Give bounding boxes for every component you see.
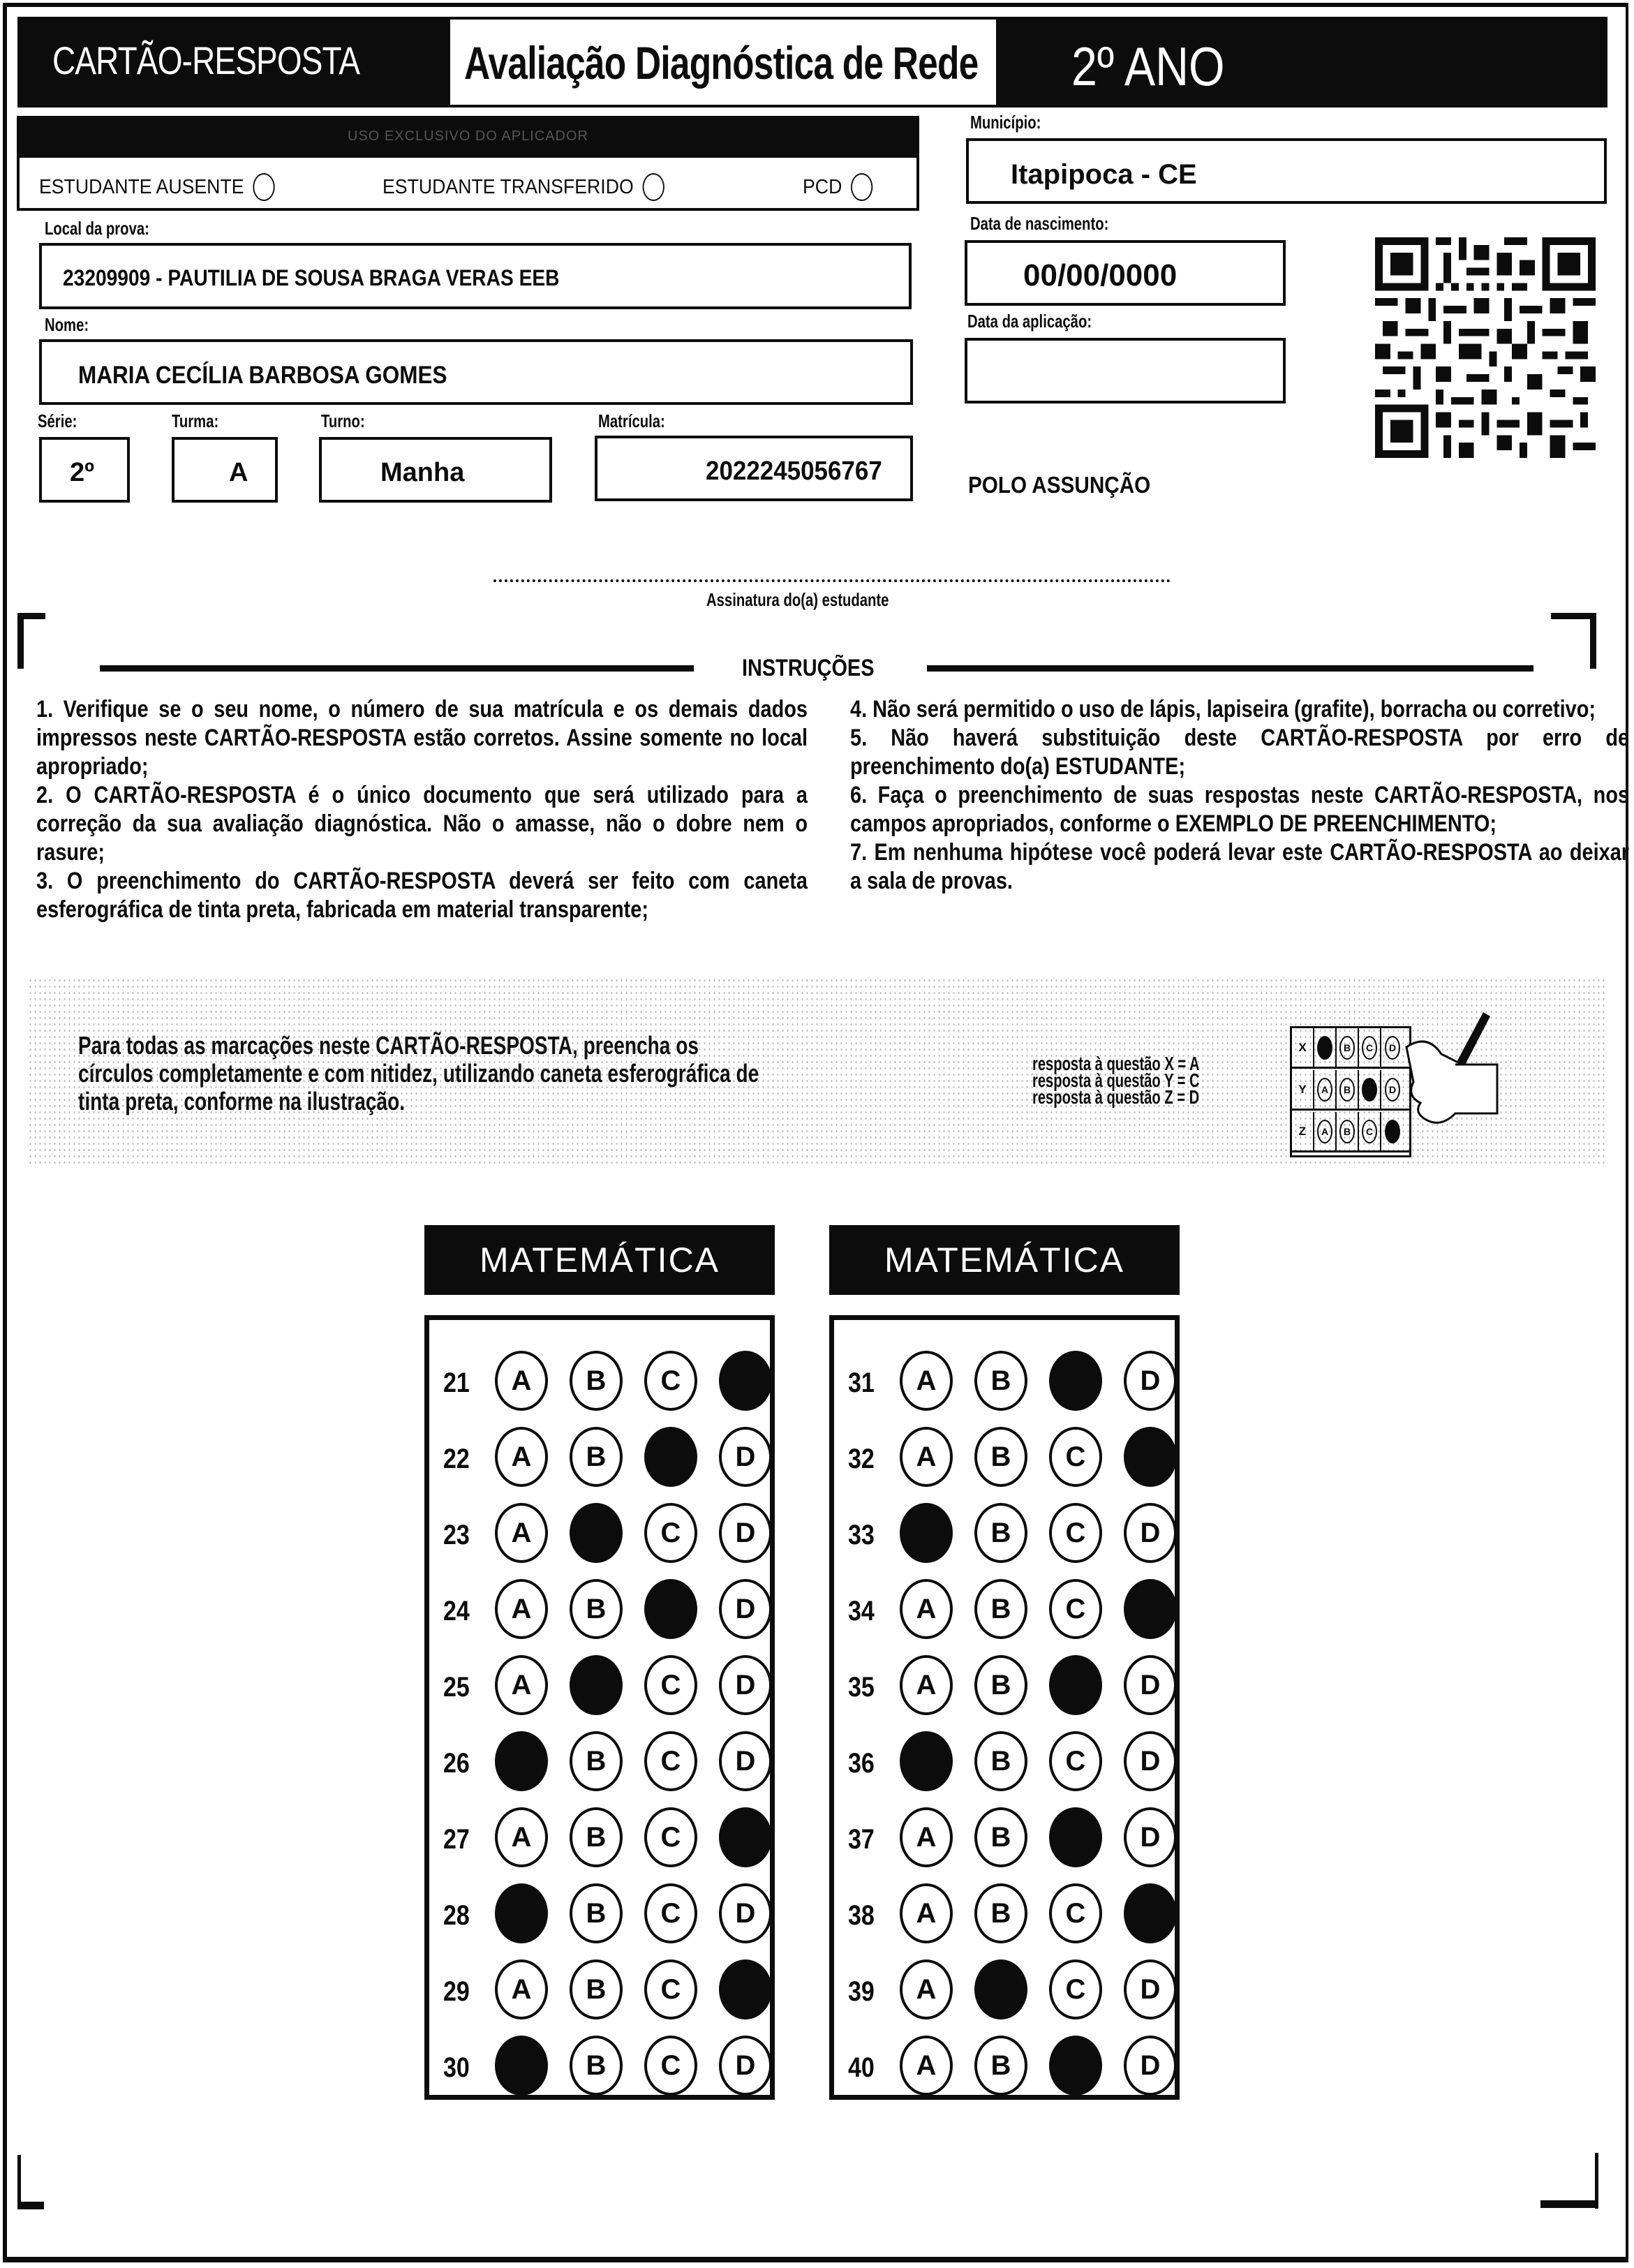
answer-bubble-a[interactable]: A xyxy=(495,1807,548,1867)
municipio-value: Itapipoca - CE xyxy=(1011,159,1197,190)
answer-bubble-a[interactable]: A xyxy=(900,1351,953,1411)
answer-bubble-a[interactable]: A xyxy=(900,2036,953,2096)
question-number: 31 xyxy=(848,1368,875,1398)
grade-label: 2º ANO xyxy=(1071,36,1225,97)
instruction-item: 3. O preenchimento do CARTÃO-RESPOSTA deverá ser feito com caneta esferográfica de tinta preta, fabricada em material transparente; xyxy=(36,868,808,923)
answer-bubble-a[interactable]: A xyxy=(495,2036,548,2096)
answer-bubble-c[interactable]: C xyxy=(644,1503,697,1563)
answer-bubble-c[interactable]: C xyxy=(1049,1959,1102,2019)
answer-bubble-b[interactable]: B xyxy=(570,1807,623,1867)
answer-bubble-c[interactable]: C xyxy=(1049,1351,1102,1411)
answer-bubble-d[interactable]: D xyxy=(1124,1731,1177,1791)
answer-bubble-b[interactable]: B xyxy=(974,1579,1027,1639)
municipio-label: Município: xyxy=(970,112,1041,133)
answer-bubble-c[interactable]: C xyxy=(644,1579,697,1639)
turma-label: Turma: xyxy=(172,410,219,431)
answer-bubble-d[interactable]: D xyxy=(1124,1959,1177,2019)
answer-bubble-b[interactable]: B xyxy=(974,1655,1027,1715)
answer-bubble-a[interactable]: A xyxy=(900,1503,953,1563)
radio-circle-icon[interactable] xyxy=(851,173,872,201)
turma-field xyxy=(172,437,278,503)
question-row xyxy=(834,2036,1175,2098)
question-number: 25 xyxy=(443,1672,470,1703)
applicator-box xyxy=(17,116,919,211)
question-row xyxy=(429,2036,770,2098)
fill-example-text xyxy=(78,1032,759,1116)
answer-bubble-b[interactable]: B xyxy=(570,1579,623,1639)
answer-bubble-a[interactable]: A xyxy=(900,1579,953,1639)
answer-bubble-a[interactable]: A xyxy=(495,1731,548,1791)
option-pcd[interactable] xyxy=(803,173,872,201)
question-row xyxy=(834,1503,1175,1566)
turno-field xyxy=(319,437,552,503)
example-bubble: B xyxy=(1339,1120,1355,1143)
answer-bubble-a[interactable]: A xyxy=(900,1959,953,2019)
local-label: Local da prova: xyxy=(45,218,149,239)
answer-bubble-b[interactable]: B xyxy=(974,1883,1027,1943)
answer-bubble-b[interactable]: B xyxy=(974,1503,1027,1563)
answer-bubble-a[interactable]: A xyxy=(495,1655,548,1715)
serie-value: 2º xyxy=(70,458,95,487)
instruction-item: 2. O CARTÃO-RESPOSTA é o único documento que será utilizado para a correção da sua avaliação diagnóstica. Não o amasse, não o dobre nem o rasure; xyxy=(36,782,808,866)
answer-bubble-d[interactable]: D xyxy=(1124,1883,1177,1943)
signature-label: Assinatura do(a) estudante xyxy=(706,589,889,610)
instructions-right-column xyxy=(850,695,1629,896)
question-number: 39 xyxy=(848,1976,875,2007)
hand-pen-icon xyxy=(1386,998,1525,1145)
corner-mark-bottom-right xyxy=(1540,2200,1598,2208)
applicator-bar xyxy=(20,119,916,158)
example-bubble: B xyxy=(1339,1078,1355,1102)
answer-grid-left xyxy=(424,1315,775,2100)
radio-circle-icon[interactable] xyxy=(643,173,664,201)
answer-bubble-c[interactable]: C xyxy=(644,1807,697,1867)
fill-example-line: círculos completamente e com nitidez, utilizando caneta esferográfica de xyxy=(78,1059,759,1088)
question-number: 24 xyxy=(443,1596,470,1626)
example-bubble: A xyxy=(1317,1078,1332,1102)
question-number: 23 xyxy=(443,1520,470,1550)
answer-bubble-b[interactable]: B xyxy=(570,1655,623,1715)
legend-line: resposta à questão Y = C xyxy=(1032,1069,1200,1091)
question-row xyxy=(429,1579,770,1642)
option-estudante-transferido[interactable] xyxy=(382,173,664,201)
option-label: PCD xyxy=(803,175,842,198)
answer-bubble-c[interactable]: C xyxy=(644,1351,697,1411)
answer-bubble-b[interactable]: B xyxy=(570,1883,623,1943)
question-number: 38 xyxy=(848,1900,875,1931)
answer-bubble-c[interactable]: C xyxy=(644,1731,697,1791)
answer-bubble-d[interactable]: D xyxy=(1124,1579,1177,1639)
instruction-item: 5. Não haverá substituição deste CARTÃO-RESPOSTA por erro de preenchimento do(a) ESTUDANTE; xyxy=(850,725,1630,780)
signature-line[interactable] xyxy=(493,579,1171,582)
answer-bubble-a[interactable]: A xyxy=(900,1883,953,1943)
answer-bubble-d[interactable]: D xyxy=(1124,1655,1177,1715)
instructions-left-column xyxy=(36,695,808,924)
nascimento-value: 00/00/0000 xyxy=(1023,258,1178,292)
answer-bubble-c[interactable]: C xyxy=(644,1427,697,1487)
answer-bubble-d[interactable]: D xyxy=(1124,1427,1177,1487)
instructions-title: INSTRUÇÕES xyxy=(742,655,875,681)
answer-bubble-b[interactable]: B xyxy=(974,1351,1027,1411)
question-number: 40 xyxy=(848,2052,875,2083)
answer-bubble-c[interactable]: C xyxy=(1049,1807,1102,1867)
answer-bubble-c[interactable]: C xyxy=(644,1959,697,2019)
answer-bubble-a[interactable]: A xyxy=(900,1655,953,1715)
legend-line: resposta à questão Z = D xyxy=(1032,1086,1200,1108)
question-number: 35 xyxy=(848,1672,875,1703)
answer-bubble-b[interactable]: B xyxy=(570,1427,623,1487)
fill-example-line: Para todas as marcações neste CARTÃO-RESPOSTA, preencha os xyxy=(78,1031,699,1060)
corner-mark-top-right xyxy=(1551,613,1596,619)
answer-bubble-d[interactable]: D xyxy=(1124,2036,1177,2096)
question-row xyxy=(429,1503,770,1566)
corner-mark-top-left-v xyxy=(17,613,24,669)
nascimento-label: Data de nascimento: xyxy=(970,213,1109,234)
answer-bubble-d[interactable]: D xyxy=(1124,1351,1177,1411)
question-number: 37 xyxy=(848,1824,875,1855)
question-number: 30 xyxy=(443,2052,470,2083)
question-row xyxy=(429,1883,770,1946)
answer-bubble-d[interactable]: D xyxy=(1124,1807,1177,1867)
question-row xyxy=(429,1655,770,1718)
fill-example-legend xyxy=(1032,1055,1200,1106)
answer-bubble-b[interactable]: B xyxy=(974,1731,1027,1791)
instruction-item: 6. Faça o preenchimento de suas respostas neste CARTÃO-RESPOSTA, nos campos apropriados, conforme o EXEMPLO DE PREENCHIMENTO; xyxy=(850,782,1630,837)
question-number: 21 xyxy=(443,1368,470,1398)
exam-title-box xyxy=(450,20,996,105)
answer-bubble-a[interactable]: A xyxy=(495,1503,548,1563)
instructions-rule-left xyxy=(100,665,694,672)
instruction-item: 7. Em nenhuma hipótese você poderá levar este CARTÃO-RESPOSTA ao deixar a sala de provas. xyxy=(850,839,1630,894)
example-bubble: D xyxy=(1385,1078,1400,1102)
answer-bubble-a[interactable]: A xyxy=(495,1959,548,2019)
turno-label: Turno: xyxy=(321,410,365,431)
answer-bubble-b[interactable]: B xyxy=(974,2036,1027,2096)
aplicacao-field[interactable] xyxy=(965,338,1286,403)
answer-bubble-b[interactable]: B xyxy=(570,1959,623,2019)
municipio-field xyxy=(966,138,1607,204)
answer-bubble-d[interactable]: D xyxy=(719,1655,772,1715)
qr-code-icon xyxy=(1375,237,1596,458)
matricula-field xyxy=(595,436,913,501)
question-number: 22 xyxy=(443,1444,470,1474)
option-label: ESTUDANTE TRANSFERIDO xyxy=(382,175,634,198)
answer-bubble-c[interactable]: C xyxy=(644,2036,697,2096)
answer-bubble-a[interactable]: A xyxy=(495,1883,548,1943)
turma-value: A xyxy=(229,458,248,487)
answer-bubble-d[interactable]: D xyxy=(719,1503,772,1563)
answer-bubble-c[interactable]: C xyxy=(1049,1731,1102,1791)
answer-bubble-d[interactable]: D xyxy=(719,2036,772,2096)
matricula-label: Matrícula: xyxy=(598,410,665,431)
header-bar xyxy=(17,17,1607,108)
answer-bubble-d[interactable]: D xyxy=(719,1807,772,1867)
example-bubble-filled xyxy=(1362,1078,1377,1102)
question-row xyxy=(834,1579,1175,1642)
answer-bubble-b[interactable]: B xyxy=(974,1959,1027,2019)
subject-header-right: MATEMÁTICA xyxy=(829,1225,1180,1295)
answer-bubble-a[interactable]: A xyxy=(900,1807,953,1867)
answer-bubble-a[interactable]: A xyxy=(495,1579,548,1639)
local-field xyxy=(39,243,912,309)
answer-bubble-d[interactable]: D xyxy=(719,1959,772,2019)
example-bubble: A xyxy=(1317,1120,1332,1143)
legend-line: resposta à questão X = A xyxy=(1032,1053,1200,1074)
radio-circle-icon[interactable] xyxy=(253,173,274,201)
answer-bubble-c[interactable]: C xyxy=(1049,1579,1102,1639)
subject-header-left: MATEMÁTICA xyxy=(424,1225,775,1295)
card-label xyxy=(17,17,360,108)
answer-bubble-a[interactable]: A xyxy=(495,1351,548,1411)
serie-field xyxy=(39,437,130,503)
matricula-value: 2022245056767 xyxy=(706,457,882,486)
polo-label: POLO ASSUNÇÃO xyxy=(968,472,1151,498)
question-number: 28 xyxy=(443,1900,470,1931)
card-label-text: CARTÃO-RESPOSTA xyxy=(52,38,360,82)
question-row xyxy=(429,1807,770,1870)
turno-value: Manha xyxy=(380,458,465,487)
example-bubble: C xyxy=(1362,1036,1377,1060)
serie-label: Série: xyxy=(38,410,77,431)
answer-bubble-c[interactable]: C xyxy=(1049,1655,1102,1715)
question-number: 29 xyxy=(443,1976,470,2007)
answer-bubble-b[interactable]: B xyxy=(570,2036,623,2096)
answer-bubble-b[interactable]: B xyxy=(570,1731,623,1791)
option-estudante-ausente[interactable] xyxy=(39,173,275,201)
question-number: 33 xyxy=(848,1520,875,1550)
answer-bubble-c[interactable]: C xyxy=(1049,2036,1102,2096)
option-label: ESTUDANTE AUSENTE xyxy=(39,175,244,198)
question-number: 32 xyxy=(848,1444,875,1474)
answer-bubble-d[interactable]: D xyxy=(1124,1503,1177,1563)
question-row xyxy=(834,1427,1175,1490)
answer-bubble-b[interactable]: B xyxy=(974,1427,1027,1487)
question-number: 34 xyxy=(848,1596,875,1626)
instructions-rule-right xyxy=(927,665,1533,672)
question-row xyxy=(834,1959,1175,2022)
example-question-label: Y xyxy=(1292,1070,1314,1109)
question-row xyxy=(834,1351,1175,1414)
question-number: 36 xyxy=(848,1748,875,1779)
answer-bubble-d[interactable]: D xyxy=(719,1579,772,1639)
answer-bubble-c[interactable]: C xyxy=(644,1655,697,1715)
answer-bubble-a[interactable]: A xyxy=(900,1427,953,1487)
answer-bubble-a[interactable]: A xyxy=(900,1731,953,1791)
example-bubble: B xyxy=(1339,1036,1355,1060)
corner-mark-bottom-left xyxy=(17,2202,44,2209)
nome-value: MARIA CECÍLIA BARBOSA GOMES xyxy=(78,362,447,389)
answer-bubble-c[interactable]: C xyxy=(1049,1883,1102,1943)
answer-bubble-a[interactable]: A xyxy=(495,1427,548,1487)
nome-label: Nome: xyxy=(45,314,89,335)
question-row xyxy=(429,1731,770,1794)
question-number: 26 xyxy=(443,1748,470,1779)
answer-bubble-d[interactable]: D xyxy=(719,1731,772,1791)
question-row xyxy=(429,1427,770,1490)
question-row xyxy=(429,1351,770,1414)
applicator-options xyxy=(20,158,916,208)
fill-example-panel xyxy=(28,977,1605,1166)
instruction-item: 4. Não será permitido o uso de lápis, lapiseira (grafite), borracha ou corretivo; xyxy=(850,696,1596,722)
example-bubble-filled xyxy=(1317,1036,1332,1060)
question-row xyxy=(834,1807,1175,1870)
question-row xyxy=(429,1959,770,2022)
instruction-item: 1. Verifique se o seu nome, o número de sua matrícula e os demais dados impressos neste CARTÃO-RESPOSTA estão corretos. Assine somente no local apropriado; xyxy=(36,696,808,780)
example-bubble: D xyxy=(1385,1036,1400,1060)
answer-grid-right xyxy=(829,1315,1180,2100)
corner-mark-top-right-v xyxy=(1590,613,1596,669)
fill-example-line: tinta preta, conforme na ilustração. xyxy=(78,1087,406,1116)
example-question-label: X xyxy=(1292,1028,1314,1067)
answer-bubble-d[interactable]: D xyxy=(719,1351,772,1411)
example-bubble: C xyxy=(1362,1120,1377,1143)
answer-bubble-d[interactable]: D xyxy=(719,1883,772,1943)
question-row xyxy=(834,1883,1175,1946)
local-value: 23209909 - PAUTILIA DE SOUSA BRAGA VERAS EEB xyxy=(63,265,560,290)
applicator-bar-title: USO EXCLUSIVO DO APLICADOR xyxy=(348,128,588,144)
answer-bubble-c[interactable]: C xyxy=(1049,1503,1102,1563)
answer-bubble-b[interactable]: B xyxy=(570,1351,623,1411)
nascimento-field xyxy=(965,240,1286,306)
exam-title: Avaliação Diagnóstica de Rede xyxy=(464,37,979,89)
question-row xyxy=(834,1731,1175,1794)
question-number: 27 xyxy=(443,1824,470,1855)
nome-field xyxy=(39,339,913,405)
answer-bubble-c[interactable]: C xyxy=(644,1883,697,1943)
example-question-label: Z xyxy=(1292,1112,1314,1150)
answer-bubble-b[interactable]: B xyxy=(570,1503,623,1563)
aplicacao-label: Data da aplicação: xyxy=(967,311,1092,332)
answer-bubble-b[interactable]: B xyxy=(974,1807,1027,1867)
question-row xyxy=(834,1655,1175,1718)
answer-bubble-d[interactable]: D xyxy=(719,1427,772,1487)
answer-bubble-c[interactable]: C xyxy=(1049,1427,1102,1487)
